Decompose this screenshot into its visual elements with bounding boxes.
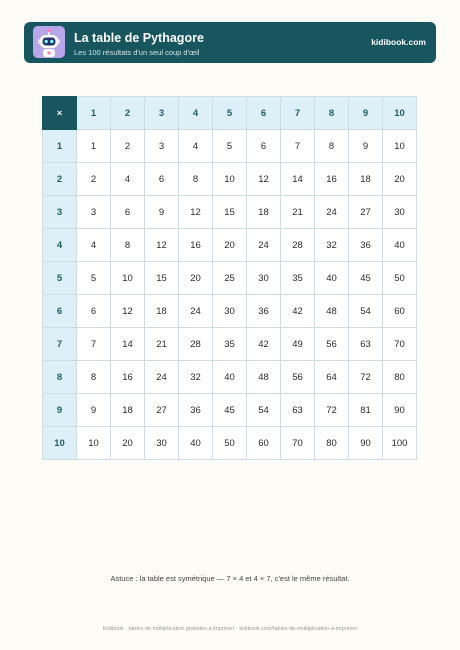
table-cell: 21 xyxy=(145,328,179,361)
table-cell: 18 xyxy=(349,163,383,196)
row-header: 4 xyxy=(43,229,77,262)
table-cell: 40 xyxy=(179,427,213,460)
table-cell: 9 xyxy=(77,394,111,427)
table-cell: 6 xyxy=(77,295,111,328)
table-cell: 20 xyxy=(383,163,417,196)
table-cell: 15 xyxy=(213,196,247,229)
table-cell: 100 xyxy=(383,427,417,460)
column-header: 9 xyxy=(349,97,383,130)
table-cell: 42 xyxy=(281,295,315,328)
table-cell: 9 xyxy=(145,196,179,229)
page-subtitle: Les 100 résultats d'un seul coup d'œil xyxy=(74,48,200,57)
table-row xyxy=(43,394,417,427)
table-cell: 48 xyxy=(315,295,349,328)
corner-cell: × xyxy=(43,97,77,130)
table-cell: 12 xyxy=(145,229,179,262)
table-cell: 24 xyxy=(247,229,281,262)
table-cell: 63 xyxy=(281,394,315,427)
table-cell: 4 xyxy=(77,229,111,262)
table-cell: 70 xyxy=(383,328,417,361)
site-name: kidibook.com xyxy=(371,37,426,47)
row-header: 1 xyxy=(43,130,77,163)
table-cell: 63 xyxy=(349,328,383,361)
table-cell: 20 xyxy=(111,427,145,460)
table-row xyxy=(43,163,417,196)
table-cell: 24 xyxy=(179,295,213,328)
table-cell: 48 xyxy=(247,361,281,394)
table-row xyxy=(43,427,417,460)
robot-mascot-icon xyxy=(33,26,65,58)
table-cell: 10 xyxy=(77,427,111,460)
table-cell: 20 xyxy=(179,262,213,295)
table-cell: 50 xyxy=(383,262,417,295)
table-cell: 64 xyxy=(315,361,349,394)
table-cell: 36 xyxy=(179,394,213,427)
table-row xyxy=(43,130,417,163)
page-title: La table de Pythagore xyxy=(74,31,204,45)
table-cell: 45 xyxy=(213,394,247,427)
table-cell: 10 xyxy=(383,130,417,163)
column-header: 7 xyxy=(281,97,315,130)
table-cell: 30 xyxy=(383,196,417,229)
column-header: 1 xyxy=(77,97,111,130)
table-cell: 72 xyxy=(349,361,383,394)
column-header: 2 xyxy=(111,97,145,130)
table-cell: 8 xyxy=(77,361,111,394)
table-cell: 24 xyxy=(145,361,179,394)
table-cell: 21 xyxy=(281,196,315,229)
table-cell: 12 xyxy=(111,295,145,328)
table-cell: 18 xyxy=(111,394,145,427)
table-cell: 32 xyxy=(315,229,349,262)
footer-text: Kidibook · tables de multiplication gratuites à imprimer · kidibook.com/tables-de-multiplication-a-imprimer xyxy=(102,626,358,632)
row-header: 6 xyxy=(43,295,77,328)
column-header: 8 xyxy=(315,97,349,130)
table-cell: 80 xyxy=(315,427,349,460)
table-row xyxy=(43,328,417,361)
table-cell: 7 xyxy=(77,328,111,361)
table-cell: 8 xyxy=(111,229,145,262)
table-cell: 6 xyxy=(111,196,145,229)
table-cell: 27 xyxy=(349,196,383,229)
column-header: 3 xyxy=(145,97,179,130)
row-header: 10 xyxy=(43,427,77,460)
table-cell: 90 xyxy=(349,427,383,460)
table-cell: 27 xyxy=(145,394,179,427)
table-row xyxy=(43,196,417,229)
table-cell: 4 xyxy=(179,130,213,163)
table-cell: 81 xyxy=(349,394,383,427)
row-header: 3 xyxy=(43,196,77,229)
table-cell: 1 xyxy=(77,130,111,163)
table-cell: 20 xyxy=(213,229,247,262)
table-cell: 36 xyxy=(247,295,281,328)
table-cell: 15 xyxy=(145,262,179,295)
table-cell: 7 xyxy=(281,130,315,163)
table-cell: 24 xyxy=(315,196,349,229)
table-cell: 35 xyxy=(213,328,247,361)
table-cell: 56 xyxy=(315,328,349,361)
table-cell: 14 xyxy=(111,328,145,361)
table-header-row xyxy=(43,97,417,130)
multiplication-table xyxy=(42,96,417,460)
table-cell: 35 xyxy=(281,262,315,295)
table-cell: 8 xyxy=(315,130,349,163)
table-cell: 25 xyxy=(213,262,247,295)
table-cell: 90 xyxy=(383,394,417,427)
table-cell: 5 xyxy=(213,130,247,163)
table-cell: 80 xyxy=(383,361,417,394)
table-cell: 3 xyxy=(77,196,111,229)
table-cell: 16 xyxy=(111,361,145,394)
table-cell: 30 xyxy=(145,427,179,460)
table-cell: 36 xyxy=(349,229,383,262)
table-cell: 40 xyxy=(315,262,349,295)
table-cell: 32 xyxy=(179,361,213,394)
table-cell: 40 xyxy=(383,229,417,262)
table-cell: 60 xyxy=(383,295,417,328)
table-cell: 49 xyxy=(281,328,315,361)
table-cell: 16 xyxy=(315,163,349,196)
row-header: 5 xyxy=(43,262,77,295)
table-cell: 30 xyxy=(213,295,247,328)
table-cell: 30 xyxy=(247,262,281,295)
table-cell: 9 xyxy=(349,130,383,163)
table-cell: 40 xyxy=(213,361,247,394)
table-cell: 42 xyxy=(247,328,281,361)
table-row xyxy=(43,229,417,262)
table-cell: 12 xyxy=(247,163,281,196)
row-header: 7 xyxy=(43,328,77,361)
table-row xyxy=(43,262,417,295)
table-cell: 60 xyxy=(247,427,281,460)
table-cell: 14 xyxy=(281,163,315,196)
table-cell: 18 xyxy=(145,295,179,328)
table-cell: 5 xyxy=(77,262,111,295)
table-cell: 10 xyxy=(213,163,247,196)
table-cell: 2 xyxy=(77,163,111,196)
table-cell: 10 xyxy=(111,262,145,295)
column-header: 10 xyxy=(383,97,417,130)
table-cell: 8 xyxy=(179,163,213,196)
column-header: 5 xyxy=(213,97,247,130)
table-cell: 12 xyxy=(179,196,213,229)
table-cell: 56 xyxy=(281,361,315,394)
table-cell: 50 xyxy=(213,427,247,460)
column-header: 4 xyxy=(179,97,213,130)
table-cell: 2 xyxy=(111,130,145,163)
table-cell: 18 xyxy=(247,196,281,229)
table-row xyxy=(43,295,417,328)
table-cell: 28 xyxy=(179,328,213,361)
table-cell: 45 xyxy=(349,262,383,295)
table-cell: 6 xyxy=(247,130,281,163)
table-row xyxy=(43,361,417,394)
tip-text: Astuce : la table est symétrique — 7 × 4 et 4 × 7, c'est le même résultat. xyxy=(110,574,350,583)
table-cell: 28 xyxy=(281,229,315,262)
row-header: 2 xyxy=(43,163,77,196)
row-header: 8 xyxy=(43,361,77,394)
table-cell: 54 xyxy=(349,295,383,328)
table-cell: 3 xyxy=(145,130,179,163)
table-cell: 16 xyxy=(179,229,213,262)
table-cell: 6 xyxy=(145,163,179,196)
header-banner xyxy=(24,22,436,63)
column-header: 6 xyxy=(247,97,281,130)
table-cell: 4 xyxy=(111,163,145,196)
table-cell: 72 xyxy=(315,394,349,427)
table-cell: 70 xyxy=(281,427,315,460)
table-cell: 54 xyxy=(247,394,281,427)
row-header: 9 xyxy=(43,394,77,427)
